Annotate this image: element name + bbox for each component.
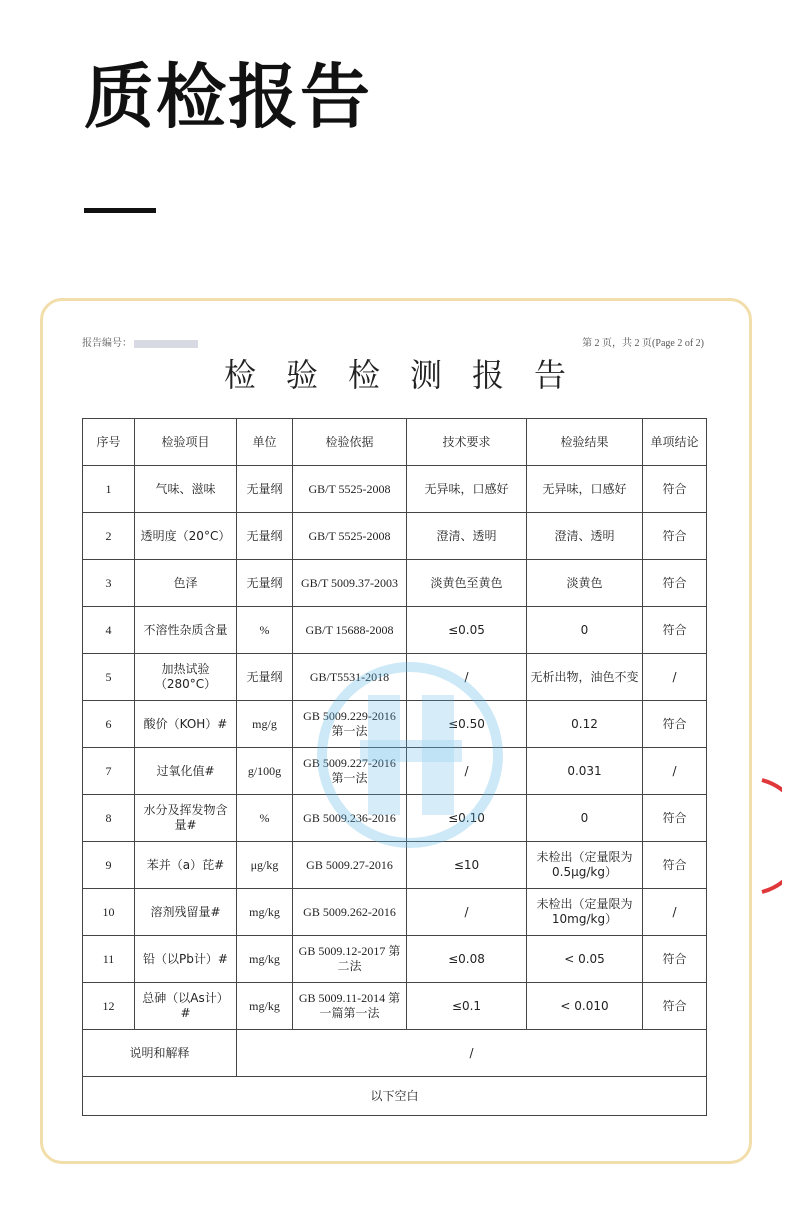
row-conclusion: 符合	[643, 513, 707, 560]
row-result: 0	[527, 607, 643, 654]
row-no: 12	[83, 983, 135, 1030]
row-result: < 0.010	[527, 983, 643, 1030]
header-conclusion: 单项结论	[643, 419, 707, 466]
note-value: /	[237, 1030, 707, 1077]
row-unit: %	[237, 795, 293, 842]
report-number-label: 报告编号：	[82, 338, 132, 349]
table-row	[83, 607, 707, 654]
row-no: 2	[83, 513, 135, 560]
table-row	[83, 936, 707, 983]
row-conclusion: /	[643, 654, 707, 701]
header-result: 检验结果	[527, 419, 643, 466]
row-result: 无析出物，油色不变	[527, 654, 643, 701]
row-result: 无异味，口感好	[527, 466, 643, 513]
row-no: 10	[83, 889, 135, 936]
table-row	[83, 466, 707, 513]
table-row	[83, 701, 707, 748]
row-conclusion: 符合	[643, 701, 707, 748]
redacted-number	[134, 340, 198, 348]
footer-text: 以下空白	[83, 1077, 707, 1116]
row-no: 6	[83, 701, 135, 748]
note-label: 说明和解释	[83, 1030, 237, 1077]
row-result: 0.031	[527, 748, 643, 795]
row-basis: GB 5009.227-2016 第一法	[293, 748, 407, 795]
row-no: 3	[83, 560, 135, 607]
table-row	[83, 983, 707, 1030]
row-requirement: ≤10	[407, 842, 527, 889]
row-unit: μg/kg	[237, 842, 293, 889]
row-result: 未检出（定量限为10mg/kg）	[527, 889, 643, 936]
row-unit: mg/kg	[237, 936, 293, 983]
row-requirement: /	[407, 889, 527, 936]
header-item: 检验项目	[135, 419, 237, 466]
table-row	[83, 748, 707, 795]
row-result: 0	[527, 795, 643, 842]
row-basis: GB/T 5009.37-2003	[293, 560, 407, 607]
header-unit: 单位	[237, 419, 293, 466]
table-row	[83, 889, 707, 936]
table-row	[83, 654, 707, 701]
row-requirement: 无异味，口感好	[407, 466, 527, 513]
table-row	[83, 795, 707, 842]
row-unit: mg/kg	[237, 889, 293, 936]
row-item: 铅（以Pb计）#	[135, 936, 237, 983]
row-unit: mg/kg	[237, 983, 293, 1030]
page-info: 第 2 页，共 2 页(Page 2 of 2)	[582, 338, 704, 349]
row-result: 澄清、透明	[527, 513, 643, 560]
row-requirement: /	[407, 748, 527, 795]
row-no: 11	[83, 936, 135, 983]
row-conclusion: 符合	[643, 842, 707, 889]
row-item: 加热试验（280°C）	[135, 654, 237, 701]
row-no: 9	[83, 842, 135, 889]
row-item: 水分及挥发物含量#	[135, 795, 237, 842]
row-unit: %	[237, 607, 293, 654]
header-basis: 检验依据	[293, 419, 407, 466]
note-row	[83, 1030, 707, 1077]
row-conclusion: /	[643, 748, 707, 795]
row-unit: 无量纲	[237, 654, 293, 701]
row-basis: GB 5009.262-2016	[293, 889, 407, 936]
row-conclusion: 符合	[643, 607, 707, 654]
header-requirement: 技术要求	[407, 419, 527, 466]
document-title: 检验检测报告	[223, 356, 596, 394]
row-conclusion: 符合	[643, 936, 707, 983]
row-unit: mg/g	[237, 701, 293, 748]
row-basis: GB 5009.27-2016	[293, 842, 407, 889]
row-no: 5	[83, 654, 135, 701]
table-row	[83, 560, 707, 607]
table-row	[83, 513, 707, 560]
row-unit: 无量纲	[237, 513, 293, 560]
row-result: 未检出（定量限为0.5μg/kg）	[527, 842, 643, 889]
row-requirement: ≤0.08	[407, 936, 527, 983]
row-item: 苯并（a）芘#	[135, 842, 237, 889]
report-number	[82, 334, 198, 349]
row-basis: GB 5009.236-2016	[293, 795, 407, 842]
row-conclusion: 符合	[643, 795, 707, 842]
row-conclusion: /	[643, 889, 707, 936]
row-item: 气味、滋味	[135, 466, 237, 513]
table-body	[83, 466, 707, 1030]
row-basis: GB/T 5525-2008	[293, 466, 407, 513]
row-item: 酸价（KOH）#	[135, 701, 237, 748]
row-unit: 无量纲	[237, 466, 293, 513]
row-requirement: ≤0.1	[407, 983, 527, 1030]
row-requirement: ≤0.50	[407, 701, 527, 748]
header-no: 序号	[83, 419, 135, 466]
row-item: 过氧化值#	[135, 748, 237, 795]
row-unit: 无量纲	[237, 560, 293, 607]
row-basis: GB 5009.11-2014 第一篇第一法	[293, 983, 407, 1030]
row-no: 4	[83, 607, 135, 654]
row-no: 1	[83, 466, 135, 513]
row-conclusion: 符合	[643, 466, 707, 513]
row-basis: GB/T5531-2018	[293, 654, 407, 701]
row-unit: g/100g	[237, 748, 293, 795]
table-header-row	[83, 419, 707, 466]
row-no: 7	[83, 748, 135, 795]
table-row	[83, 842, 707, 889]
row-item: 透明度（20°C）	[135, 513, 237, 560]
row-result: < 0.05	[527, 936, 643, 983]
row-result: 淡黄色	[527, 560, 643, 607]
page-title: 质检报告	[84, 56, 372, 138]
row-conclusion: 符合	[643, 560, 707, 607]
row-conclusion: 符合	[643, 983, 707, 1030]
footer-row	[83, 1077, 707, 1116]
row-requirement: /	[407, 654, 527, 701]
row-basis: GB/T 15688-2008	[293, 607, 407, 654]
row-item: 色泽	[135, 560, 237, 607]
row-item: 溶剂残留量#	[135, 889, 237, 936]
row-basis: GB 5009.229-2016 第一法	[293, 701, 407, 748]
row-requirement: 澄清、透明	[407, 513, 527, 560]
row-requirement: 淡黄色至黄色	[407, 560, 527, 607]
row-requirement: ≤0.10	[407, 795, 527, 842]
row-basis: GB/T 5525-2008	[293, 513, 407, 560]
row-requirement: ≤0.05	[407, 607, 527, 654]
row-no: 8	[83, 795, 135, 842]
title-underline	[84, 208, 156, 213]
row-item: 总砷（以As计）#	[135, 983, 237, 1030]
row-result: 0.12	[527, 701, 643, 748]
row-basis: GB 5009.12-2017 第二法	[293, 936, 407, 983]
inspection-table	[82, 418, 707, 1116]
row-item: 不溶性杂质含量	[135, 607, 237, 654]
